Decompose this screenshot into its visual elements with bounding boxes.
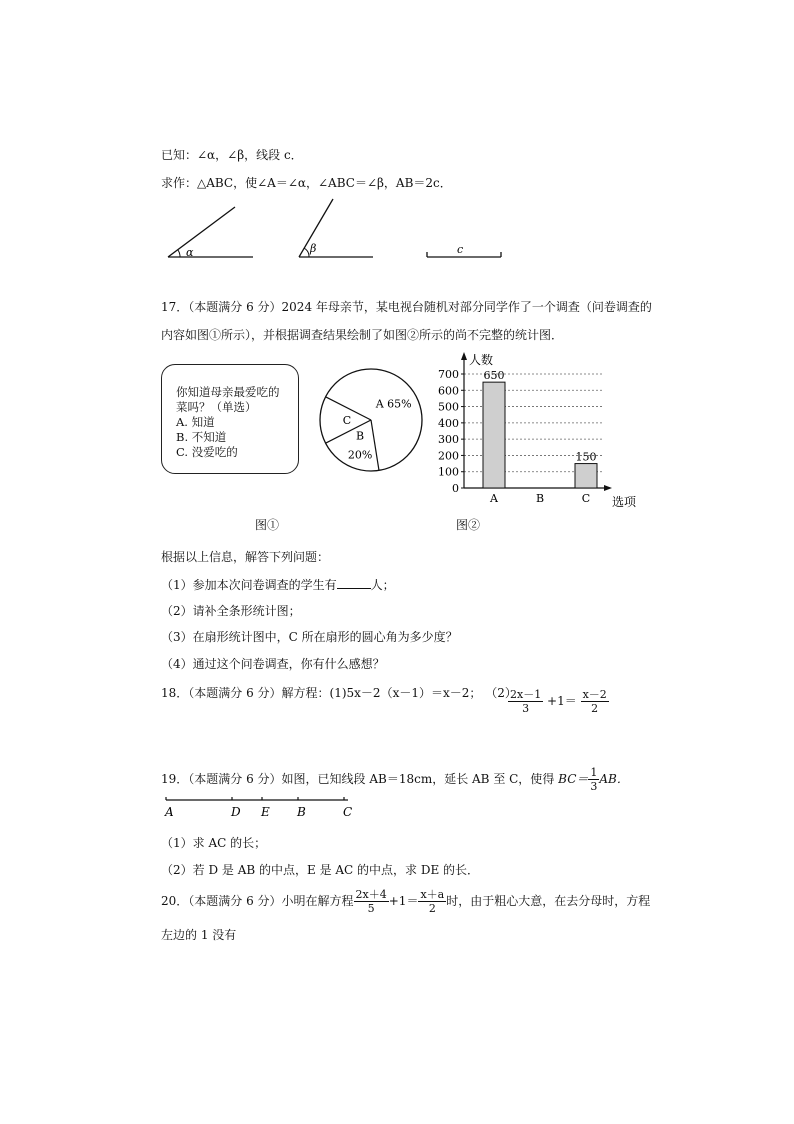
point-label-b: B (297, 805, 306, 819)
q18-fraction2: $\frac{x-2}{2}$ (582, 688, 607, 715)
q17-intro-line1: 17．（本题满分 6 分）2024 年母亲节，某电视台随机对部分同学作了一个调查（问卷调查的 (161, 300, 652, 314)
q19-sub1: （1）求 AC 的长； (161, 836, 267, 850)
q18-equation2 (508, 688, 609, 715)
angle-alpha-figure (168, 207, 253, 259)
q17-sub3: （3）在扇形统计图中，C 所在扇形的圆心角为多少度？ (161, 630, 458, 644)
q19-text: 19．（本题满分 6 分）如图，已知线段 AB＝18cm，延长 AB 至 C，使得 (161, 772, 555, 786)
q18-fraction1: $\frac{2x-1}{3}$ (510, 688, 542, 715)
y-tick-label: 100 (438, 465, 459, 479)
q20-line2: 左边的 1 没有 (161, 928, 237, 942)
bar-value-label-a: 650 (483, 369, 505, 383)
y-axis-label: 人数 (469, 353, 494, 367)
bar-a (483, 382, 505, 488)
alpha-label: α (186, 246, 194, 259)
q20-text-post: 时，由于粗心大意，在去分母时，方程 (446, 894, 651, 908)
y-tick-label: 400 (438, 416, 459, 430)
q17-sub2: （2）请补全条形统计图； (161, 604, 301, 618)
q16-construct: 求作：△ABC，使∠A＝∠α，∠ABC＝∠β，AB＝2c． (161, 176, 452, 190)
q20-text-pre: 20．（本题满分 6 分）小明在解方程 (161, 894, 354, 908)
questionnaire-option-c: C. 没爱吃的 (176, 445, 238, 459)
fig2-caption: 图② (456, 518, 481, 532)
q19-line-figure (160, 792, 360, 822)
q19-eq-left: BC＝ (558, 772, 589, 786)
bar-chart (428, 348, 668, 510)
pie-chart (318, 360, 428, 484)
point-label-c: C (343, 805, 353, 819)
questionnaire-box (161, 364, 299, 474)
y-tick-label: 200 (438, 449, 459, 463)
q19-sub2: （2）若 D 是 AB 的中点，E 是 AC 的中点，求 DE 的长． (161, 863, 480, 877)
pie-label-b: B (356, 429, 365, 443)
q20-line1 (161, 888, 650, 915)
pie-value-b: 20% (347, 448, 373, 462)
q17-sub1-pre: （1）参加本次问卷调查的学生有 (161, 578, 337, 592)
pie-label-c: C (342, 414, 352, 427)
q16-known: 已知：∠α，∠β，线段 c． (161, 148, 303, 162)
y-tick-label: 600 (438, 384, 459, 398)
q17-sub1-post: 人； (370, 578, 395, 592)
q17-sub1 (161, 576, 395, 593)
point-label-e: E (261, 805, 270, 819)
answer-blank (337, 578, 371, 589)
y-tick-label: 700 (438, 368, 459, 381)
beta-label: β (310, 242, 317, 255)
y-tick-label: 0 (452, 482, 459, 495)
q17-sub4: （4）通过这个问卷调查，你有什么感想？ (161, 657, 385, 671)
q18-text: 18．（本题满分 6 分）解方程：(1)5x－2（x－1）＝x－2； （2） (161, 686, 517, 700)
q19-fraction: $\frac{1}{3}$ (590, 766, 598, 793)
y-axis-arrow (461, 352, 467, 360)
questionnaire-option-a: A. 知道 (176, 415, 215, 429)
angle-beta-figure (299, 199, 373, 257)
x-tick-label-c: C (581, 492, 591, 505)
pie-label-a: A 65% (375, 397, 412, 411)
x-tick-label-a: A (490, 492, 498, 505)
segment-c-label: c (457, 243, 464, 256)
q17-intro-line2: 内容如图①所示），并根据调查结果绘制了如图②所示的尚不完整的统计图． (161, 328, 564, 342)
y-tick-label: 300 (438, 433, 459, 447)
questionnaire-option-b: B. 不知道 (176, 430, 227, 444)
bar-value-label-c: 150 (575, 450, 597, 464)
point-label-d: D (231, 805, 241, 819)
x-axis-arrow (604, 485, 612, 491)
q19-line1 (161, 766, 629, 793)
q18-plus-one: +1＝ (547, 694, 577, 708)
point-label-a: A (165, 805, 174, 819)
q20-plus-one: +1＝ (388, 894, 419, 908)
bar-c (575, 464, 597, 488)
x-tick-label-b: B (535, 492, 545, 505)
q19-eq-right: AB． (599, 772, 629, 786)
y-tick-label: 500 (438, 400, 459, 414)
fig1-caption: 图① (255, 518, 280, 532)
q16-angle-figures (160, 192, 400, 264)
segment-c-figure (424, 240, 504, 262)
questionnaire-line2: 菜吗？（单选） (176, 400, 257, 414)
x-axis-label: 选项 (612, 495, 637, 509)
q20-fraction1: $\frac{2x+4}{5}$ (355, 888, 387, 915)
questionnaire-line1: 你知道母亲最爱吃的 (176, 385, 280, 399)
q17-lead: 根据以上信息，解答下列问题： (161, 550, 330, 564)
q20-fraction2: $\frac{x+a}{2}$ (420, 888, 445, 915)
